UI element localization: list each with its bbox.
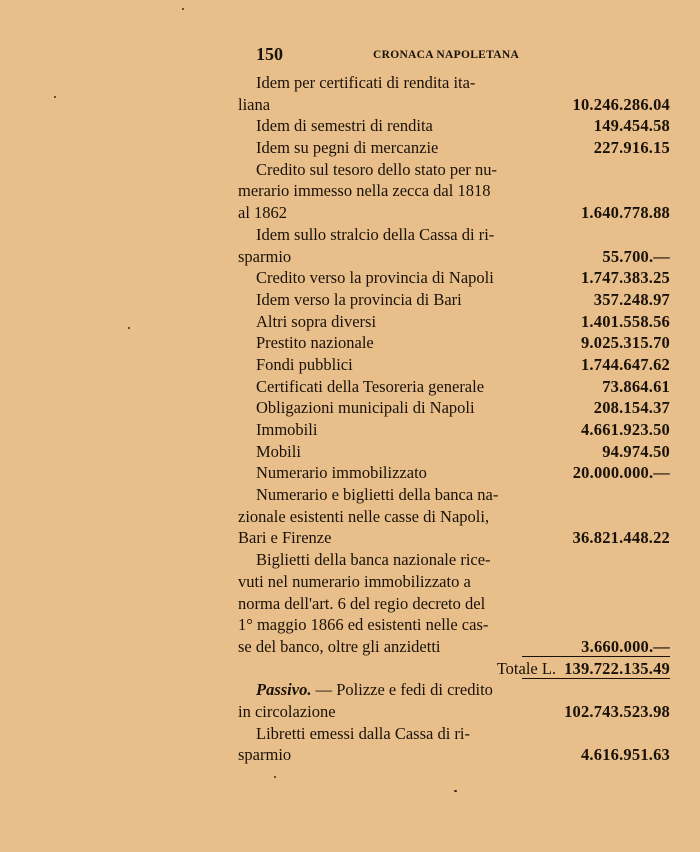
- ledger-entry: [238, 137, 670, 159]
- entry-description: Bari e Firenze: [238, 528, 332, 548]
- passivo-line: [238, 701, 670, 723]
- paper-speck: [182, 8, 184, 10]
- entry-description: Idem per certificati di rendita ita-: [256, 73, 476, 92]
- entry-description: Idem verso la provincia di Bari: [256, 289, 462, 309]
- entry-amount: 94.974.50: [602, 441, 670, 461]
- passivo-text: — Polizze e fedi di credito: [315, 680, 493, 700]
- ledger-line: [238, 484, 670, 506]
- ledger-line: [238, 137, 670, 159]
- ledger-line: [238, 376, 670, 398]
- asset-entries: [238, 72, 670, 658]
- ledger-line: [238, 115, 670, 137]
- ledger-body: [238, 72, 670, 766]
- entry-description: Numerario e biglietti della banca na-: [256, 485, 499, 505]
- entry-amount: 149.454.58: [593, 116, 670, 136]
- entry-amount: 208.154.37: [593, 398, 670, 418]
- paper-speck: [128, 327, 130, 329]
- ledger-line: [238, 202, 670, 224]
- ledger-line: [238, 571, 670, 593]
- entry-amount: 1.640.778.88: [580, 203, 670, 223]
- paper-speck: [454, 790, 457, 792]
- passivo-text: sparmio: [238, 745, 292, 765]
- entry-description: merario immesso nella zecca dal 1818: [238, 181, 491, 201]
- entry-description: Obligazioni municipali di Napoli: [256, 398, 475, 418]
- entry-amount: 3.660.000.—: [581, 636, 670, 656]
- ledger-line: [238, 462, 670, 484]
- passivo-line: [238, 679, 670, 701]
- total-line: [238, 658, 670, 680]
- entry-amount: 20.000.000.—: [572, 463, 670, 483]
- ledger-entry: [238, 397, 670, 419]
- entry-amount: 1.401.558.56: [580, 311, 670, 331]
- ledger-entry: [238, 115, 670, 137]
- entry-description: Numerario immobilizzato: [256, 463, 427, 483]
- page-number: 150: [256, 44, 283, 64]
- total-rule: [522, 656, 670, 657]
- entry-description: al 1862: [238, 203, 288, 223]
- ledger-line: [238, 549, 670, 571]
- total-amount: 139.722.135.49: [564, 658, 670, 678]
- entry-amount: 1.744.647.62: [580, 354, 670, 374]
- entry-amount: 227.916.15: [593, 138, 670, 158]
- entry-description: Fondi pubblici: [256, 354, 353, 374]
- ledger-line: [238, 441, 670, 463]
- ledger-line: [238, 267, 670, 289]
- ledger-entry: [238, 311, 670, 333]
- entry-amount: 73.864.61: [602, 376, 670, 396]
- ledger-line: [238, 636, 670, 658]
- entry-amount: 4.661.923.50: [580, 420, 670, 439]
- entry-description: vuti nel numerario immobilizzato a: [238, 571, 471, 591]
- entry-description: Idem di semestri di rendita: [256, 116, 433, 136]
- ledger-line: [238, 397, 670, 419]
- ledger-line: [238, 72, 670, 94]
- ledger-line: [238, 246, 670, 268]
- ledger-line: [238, 224, 670, 246]
- passivo-amount: 4.616.951.63: [580, 745, 670, 765]
- entry-description: se del banco, oltre gli anzidetti: [238, 636, 441, 656]
- entry-amount: 10.246.286.04: [572, 94, 670, 114]
- ledger-line: [238, 180, 670, 202]
- ledger-line: [238, 354, 670, 376]
- ledger-entry: [238, 376, 670, 398]
- ledger-entry: [238, 224, 670, 267]
- ledger-line: [238, 506, 670, 528]
- entry-amount: 55.700.—: [602, 246, 670, 266]
- entry-description: Certificati della Tesoreria generale: [256, 376, 485, 396]
- page-header: [256, 44, 556, 66]
- entry-amount: 36.821.448.22: [572, 528, 670, 548]
- ledger-entry: [238, 354, 670, 376]
- entry-description: norma dell'art. 6 del regio decreto del: [238, 593, 486, 613]
- ledger-entry: [238, 267, 670, 289]
- entry-description: sparmio: [238, 246, 292, 266]
- paper-speck: [54, 96, 56, 98]
- entry-amount: 1.747.383.25: [580, 268, 670, 288]
- passivo-amount: 102.743.523.98: [564, 701, 670, 721]
- passivo-text: Libretti emessi dalla Cassa di ri-: [256, 723, 470, 743]
- entry-description: Mobili: [256, 441, 301, 461]
- entry-amount: 357.248.97: [593, 289, 670, 309]
- ledger-line: [238, 332, 670, 354]
- ledger-line: [238, 94, 670, 116]
- total-label: Totale L.: [496, 658, 557, 678]
- entry-description: Prestito nazionale: [256, 333, 374, 353]
- ledger-entry: [238, 484, 670, 549]
- passivo-label: Passivo.: [256, 680, 312, 700]
- ledger-entry: [238, 419, 670, 441]
- entry-description: Immobili: [256, 420, 318, 439]
- ledger-entry: [238, 72, 670, 115]
- ledger-line: [238, 614, 670, 636]
- paper-speck: [274, 776, 276, 778]
- ledger-line: [238, 311, 670, 333]
- ledger-entry: [238, 441, 670, 463]
- passivo-entry: [238, 679, 670, 722]
- entry-description: Idem sullo stralcio della Cassa di ri-: [256, 224, 495, 244]
- entry-description: Biglietti della banca nazionale rice-: [256, 550, 491, 570]
- entry-description: zionale esistenti nelle casse di Napoli,: [238, 506, 490, 526]
- passivo-line: [238, 723, 670, 745]
- entry-description: Credito verso la provincia di Napoli: [256, 268, 494, 288]
- ledger-line: [238, 527, 670, 549]
- entry-amount: 9.025.315.70: [580, 333, 670, 353]
- running-title: CRONACA NAPOLETANA: [373, 49, 520, 61]
- passivo-line: [238, 744, 670, 766]
- ledger-line: [238, 289, 670, 311]
- ledger-entry: [238, 289, 670, 311]
- passivo-text: in circolazione: [238, 701, 336, 721]
- passivo-entry: [238, 723, 670, 766]
- entry-description: liana: [238, 94, 271, 114]
- ledger-entry: [238, 159, 670, 224]
- entry-description: Idem su pegni di mercanzie: [256, 138, 439, 158]
- ledger-line: [238, 419, 670, 441]
- ledger-entry: [238, 332, 670, 354]
- entry-description: Credito sul tesoro dello stato per nu-: [256, 159, 498, 179]
- entry-description: 1° maggio 1866 ed esistenti nelle cas-: [238, 615, 489, 635]
- ledger-line: [238, 159, 670, 181]
- entry-description: Altri sopra diversi: [256, 311, 377, 331]
- ledger-entry: [238, 549, 670, 657]
- ledger-line: [238, 593, 670, 615]
- ledger-entry: [238, 462, 670, 484]
